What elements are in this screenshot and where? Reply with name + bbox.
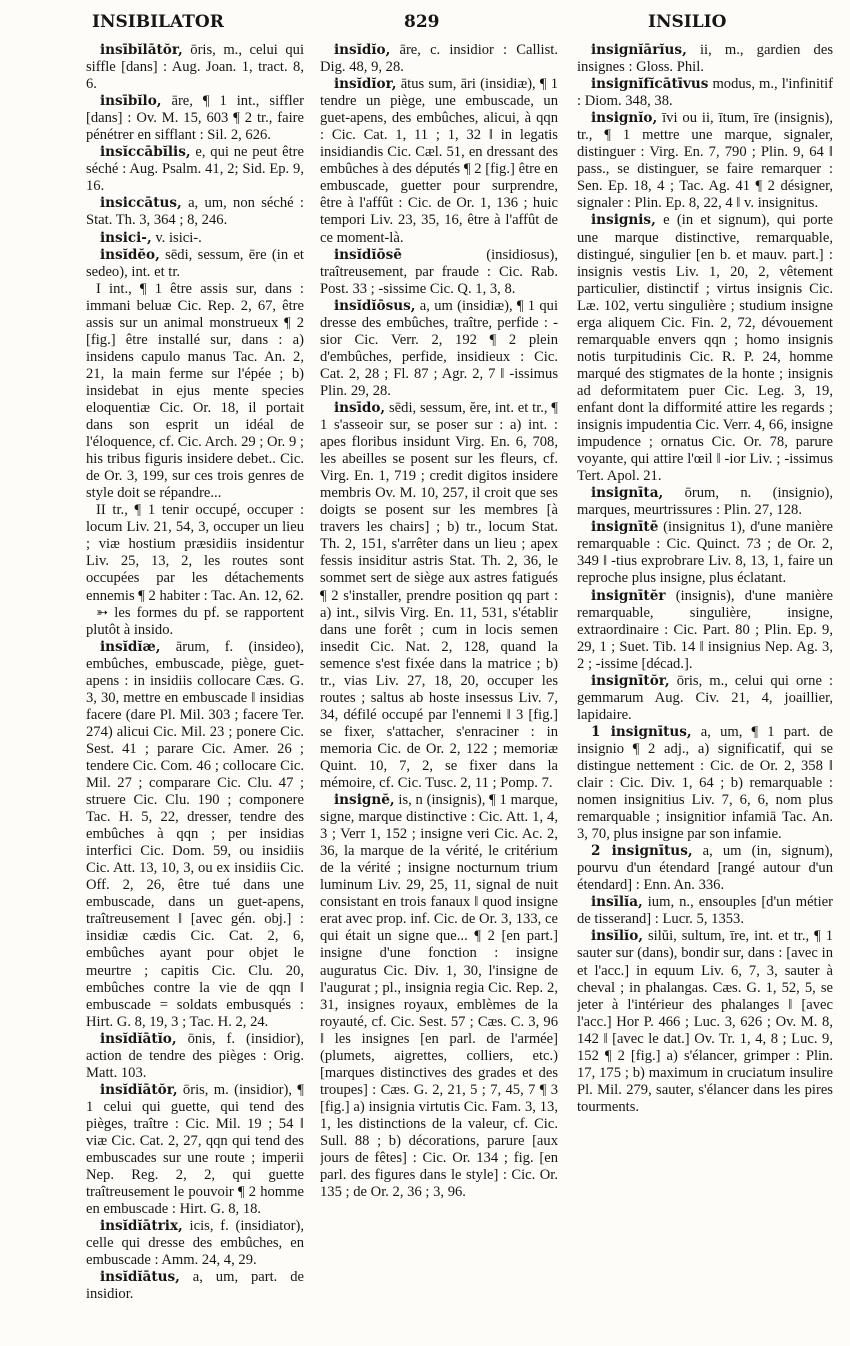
running-head-right: INSILIO [648, 12, 727, 32]
entry-definition: a, um (insidiæ), ¶ 1 qui dresse des embûches, traître, perfide : -sior Cic. Verr. 2, 192 ¶ 2 plein d'embûches, perfide, insidieux : Cic. Cat. 2, 28 ; Fl. 87 ; Agr. 2, 7 ‖ -issimus Plin. 29, 28. [320, 297, 558, 399]
dictionary-entry [86, 93, 304, 144]
dictionary-entry [86, 281, 304, 503]
entry-headword: insībĭlo, [100, 93, 162, 110]
dictionary-entry [86, 42, 304, 93]
entry-headword: insĭdĭōsus, [334, 297, 416, 314]
dictionary-entry [86, 639, 304, 1031]
entry-headword: insĭdĭo, [334, 42, 391, 58]
entry-headword: insĭccābĭlis, [100, 144, 191, 161]
entry-headword: insĭdĭæ, [100, 638, 161, 655]
entry-definition: e (in et signum), qui porte une marque distinctive, remarquable, distingué, singulier [en b. et mauv. part.] : insignis vestis Liv. 1, 20, 2, vêtement particulier, distinctif ; virtus insignis Cic. Læ. 102, vertu singulière ; studium insigne erga aliquem Cic. Fin. 2, 72, dévouement remarquable envers qqn ; homo insignis notis turpitudinis Cic. R. P. 24, homme marqué des stigmates de la honte ; insignis ad deformitatem puer Cic. Leg. 3, 19, enfant dont la difformité attire les regards ; insignis impudentia Cic. Verr. 4, 66, insigne impudence ; ornatus Cic. Or. 78, parure voyante, qui attire l'œil ‖ -ior Liv. ; -issimus Tert. Apol. 21. [577, 212, 833, 485]
page-number: 829 [404, 12, 440, 32]
dictionary-entry [577, 673, 833, 724]
entry-headword: insĭdĭātrix, [100, 1218, 183, 1235]
entry-definition: is, n (insignis), ¶ 1 marque, signe, marque distinctive : Cic. Att. 1, 4, 3 ; Verr 1, 152 ; insigne veri Cic. Ac. 2, 36, la marque de la vérité, le critérium de la vérité ; insigne nocturnum trium luminum Liv. 29, 25, 11, signal de nuit consistant en trois fanaux ‖ quod insigne erat avec prop. inf. Cic. de Or. 3, 133, ce qui était un signe que... ¶ 2 [en part.] insigne d'une fonction : insigne auguratus Cic. Div. 1, 30, l'insigne de l'augurat ; pl., insignia regia Cic. Rep. 2, 31, insignes royaux, emblèmes de la royauté, cf. Cic. Sest. 57 ; Cæs. C. 3, 96 ‖ les insignes [en parl. de l'armée] (plumets, aigrettes, colliers, etc.) [marques distinctives des grades et des troupes] : Cæs. G. 2, 21, 5 ; 7, 45, 7 ¶ 3 [fig.] a) insignia virtutis Cic. Fam. 3, 13, 1, les distinctions de la valeur, cf. Cic. Sull. 88 ; b) décorations, parure [aux jours de fêtes] : Cic. Or. 134 ; fig. [en parl. des figures dans le style] : Cic. Or. 135 ; de Or. 2, 36 ; 3, 96. [320, 792, 558, 1201]
entry-headword: insignītĕr [591, 587, 666, 604]
entry-definition: silŭi, sultum, īre, int. et tr., ¶ 1 sauter sur (dans), bondir sur, dans : [avec in et l'acc.] in equum Liv. 6, 7, 3, sauter à cheval ; in phalangas. Cæs. G. 1, 52, 5, se jeter à l'intérieur des phalanges ‖ [avec l'acc.] Hor P. 466 ; Luc. 3, 626 ; Ov. M. 8, 142 ‖ [avec le dat.] Ov. Tr. 1, 4, 8 ; Luc. 9, 152 ¶ 2 [fig.] a) s'élancer, grimper : Plin. 17, 175 ; b) maximum in cruciatum insulire Pl. Mil. 279, sauter, s'élancer dans les pires tourments. [577, 928, 833, 1115]
entry-headword: insiccātus, [100, 195, 182, 212]
entry-definition: v. isici-. [151, 229, 202, 246]
entry-headword: 1 insignītus, [591, 723, 692, 740]
page-header [0, 8, 850, 38]
entry-headword: insībĭlātŏr, [100, 42, 183, 58]
entry-definition: modus, m., l'infinitif : Diom. 348, 38. [577, 76, 833, 110]
dictionary-entry [320, 42, 558, 76]
entry-definition: II tr., ¶ 1 tenir occupé, occuper : locum Liv. 21, 54, 3, occuper un lieu ; viæ hostium præsidiis insidentur Liv. 25, 13, 2, les routes sont occupées par les détachements ennemis ¶ 2 habiter : Tac. An. 12, 62. [86, 502, 304, 604]
dictionary-entry [86, 1269, 304, 1303]
column-1 [86, 42, 304, 1338]
entry-headword: insici-, [100, 229, 152, 246]
entry-headword: insignĭo, [591, 110, 658, 127]
entry-definition: āre, ¶ 1 int., siffler [dans] : Ov. M. 15, 603 ¶ 2 tr., faire pénétrer en sifflant : Sil. 2, 626. [86, 93, 304, 144]
dictionary-entry [577, 724, 833, 843]
entry-headword: insĭdĕo, [100, 246, 160, 263]
entry-headword: insignis, [591, 212, 656, 229]
dictionary-entry [320, 298, 558, 400]
entry-headword: insignĭārĭus, [591, 42, 687, 58]
dictionary-entry [86, 247, 304, 281]
entry-definition: ōnis, f. (insidior), action de tendre des pièges : Orig. Matt. 103. [86, 1030, 304, 1081]
entry-headword: insignĭfĭcātīvus [591, 76, 709, 93]
entry-definition: ium, n., ensouples [d'un métier de tisserand] : Lucr. 5, 1353. [577, 894, 833, 928]
entry-definition: a, um (in, signum), pourvu d'un étendard [rangé autour d'un étendard] : Enn. An. 336. [577, 843, 833, 894]
running-head-left: INSIBILATOR [92, 12, 224, 32]
entry-definition: ➳ les formes du pf. se rapportent plutôt à insido. [86, 604, 304, 638]
entry-headword: insĭlĭo, [591, 928, 643, 945]
dictionary-entry [320, 76, 558, 246]
entry-definition: a, um, part. de insidior. [86, 1269, 304, 1303]
dictionary-entry [86, 195, 304, 229]
column-3 [577, 42, 833, 1338]
dictionary-entry [86, 144, 304, 195]
entry-definition: (insidiosus), traîtreusement, par fraude : Cic. Rab. Post. 33 ; -sissime Cic. Q. 1, 3, 8. [320, 246, 558, 297]
entry-headword: insĭdĭātus, [100, 1269, 180, 1286]
entry-definition: ārum, f. (insideo), embûches, embuscade, piège, guet-apens : in insidiis collocare Cæs. G. 3, 30, mettre en embuscade ‖ insidias facere (dare Pl. Mil. 303 ; facere Ter. 274) alicui Cic. Mil. 23 ; ponere Cic. Sest. 41 ; parare Cic. Amer. 26 ; tendere Cic. Com. 46 ; collocare Cic. Mil. 27 ; comparare Cic. Clu. 47 ; struere Cic. Clu. 190 ; componere Tac. H. 5, 22, dresser, tendre des embûches à qqn ; per insidias interfici Cic. Dom. 59, ou insidiis Cic. Att. 13, 10, 3, ou ex insidiis Cic. Off. 2, 26, être tué dans une embuscade, dans un guet-apens, traîtreusement ‖ [avec gén. obj.] : insidiæ cædis Cic. Cat. 2, 6, embûches ayant pour objet le meurtre ; capitis Cic. Clu. 20, embûches contre la vie de qqn ‖ embuscade = soldats embusqués : Hirt. G. 8, 19, 3 ; Tac. H. 2, 24. [86, 638, 304, 1030]
entry-headword: insignĕ, [334, 792, 395, 809]
dictionary-entry [320, 792, 558, 1201]
entry-definition: sēdi, sessum, ĕre, int. et tr., ¶ 1 s'asseoir sur, se poser sur : a) int. : apes floribus insidunt Virg. En. 6, 708, les abeilles se posent sur les fleurs, cf. Virg. En. 1, 719 ; credit digitos insidere membris Ov. M. 10, 257, il croit que ses doigts se posent sur les membres [à travers les chairs] ; b) tr., locum Stat. Th. 2, 151, s'arrêter dans un lieu ; apex fessis insiditur astris Stat. Th. 2, 36, le sommet sert de siège aux astres fatigués ¶ 2 s'installer, prendre position qq part : a) int., silvis Virg. En. 11, 531, s'établir dans une forêt ; cum in locis semen insedit Cic. Nat. 2, 128, quand la semence s'est fixée dans la matrice ; b) tr., vias Liv. 27, 18, 20, occuper les routes ; saltus ab hoste insessus Liv. 7, 34, défilé occupé par l'ennemi ‖ 3 [fig.] se fixer, s'attacher, s'enraciner : in memoria Cic. de Or. 2, 122 ; memoriæ Quint. 10, 7, 2, se fixer dans la mémoire, cf. Cic. Tusc. 2, 11 ; Pomp. 7. [320, 399, 558, 792]
entry-headword: insignītē [591, 519, 659, 536]
entry-headword: insīlĭa, [591, 894, 643, 911]
entry-headword: insīdo, [334, 399, 386, 416]
entry-headword: 2 insignītus, [591, 843, 693, 860]
dictionary-entry [577, 212, 833, 485]
entry-definition: sēdi, sessum, ēre (in et sedeo), int. et tr. [86, 246, 304, 280]
entry-definition: ōris, m., celui qui orne : gemmarum Aug. Civ. 21, 4, joaillier, lapidaire. [577, 672, 833, 723]
dictionary-entry [577, 519, 833, 587]
column-2 [320, 42, 558, 1338]
entry-definition: īvi ou ii, ītum, īre (insignis), tr., ¶ 1 mettre une marque, signaler, distinguer : Virg. En. 7, 790 ; Plin. 9, 64 ‖ pass., se distinguer, se faire remarquer : Sen. Ep. 18, 4 ; Tac. Ag. 41 ¶ 2 désigner, signaler : Plin. Ep. 8, 22, 4 ‖ v. insignitus. [577, 110, 833, 212]
entry-definition: ōris, m. (insidior), ¶ 1 celui qui guette, qui tend des pièges, traître : Cic. Mil. 19 ; 54 ‖ viæ Cic. Cat. 2, 27, qqn qui tend des embuscades sur une route ; imperii Nep. Reg. 2, 2, qui guette traîtreusement le pouvoir ¶ 2 homme en embuscade : Hirt. G. 8, 18. [86, 1081, 304, 1218]
entry-headword: insignītŏr, [591, 672, 670, 689]
dictionary-entry [86, 502, 304, 604]
entry-headword: insignīta, [591, 485, 664, 502]
entry-headword: insĭdĭor, [334, 76, 397, 93]
entry-definition: ōris, m., celui qui siffle [dans] : Aug. Joan. 1, tract. 8, 6. [86, 42, 304, 93]
entry-definition: ōrum, n. (insignio), marques, meurtrissures : Plin. 27, 128. [577, 485, 833, 519]
entry-definition: e, qui ne peut être séché : Aug. Psalm. 41, 2; Sid. Ep. 9, 16. [86, 144, 304, 195]
dictionary-entry [320, 400, 558, 792]
entry-definition: ātus sum, āri (insidiæ), ¶ 1 tendre un piège, une embuscade, un guet-apens, des embûches, alicui, à qqn : Cic. Cat. 1, 11 ; 1, 32 ‖ in legatis insidiandis Cic. Cæl. 51, en dressant des embûches à des députés ¶ 2 [fig.] être en embuscade, guetter pour surprendre, être à l'affût : Cic. de Or. 1, 136 ; huic tempori Liv. 23, 35, 16, être à l'affût de ce moment-là. [320, 76, 558, 246]
entry-definition: icis, f. (insidiator), celle qui dresse des embûches, en embuscade : Amm. 24, 4, 29. [86, 1218, 304, 1269]
dictionary-entry [86, 230, 304, 247]
entry-definition: I int., ¶ 1 être assis sur, dans : immani beluæ Cic. Rep. 2, 67, être assis sur un animal monstrueux ¶ 2 [fig.] être installé sur, dans : a) insidens capulo manus Tac. An. 2, 21, la main ferme sur l'épée ; b) insidebat in ejus mente species eloquentiæ Cic. Or. 18, il portait dans son esprit un idéal de l'éloquence, cf. Cic. Arch. 29 ; Or. 9 ; his tribus figuris insidere debet.. Cic. de Or. 3, 199, sur ces trois genres de style doit se répandre... [86, 280, 304, 502]
dictionary-entry [577, 588, 833, 673]
dictionary-entry [577, 110, 833, 212]
entry-definition: (insignitus 1), d'une manière remarquable : Cic. Quinct. 73 ; de Or. 2, 349 ‖ -tius exprobrare Liv. 8, 13, 1, faire un reproche plus insigne, plus éclatant. [577, 519, 833, 587]
entry-definition: āre, c. insidior : Callist. Dig. 48, 9, 28. [320, 42, 558, 76]
entry-definition: ii, m., gardien des insignes : Gloss. Phil. [577, 42, 833, 76]
entry-headword: insĭdĭātŏr, [100, 1081, 178, 1098]
dictionary-entry [577, 843, 833, 894]
dictionary-entry [86, 1082, 304, 1218]
entry-definition: a, um, ¶ 1 part. de insignio ¶ 2 adj., a) significatif, qui se distingue nettement : Cic. de Or. 2, 358 ‖ clair : Cic. Div. 1, 64 ; b) remarquable : nomen insignitius Liv. 7, 6, 6, nom plus remarquable ; insignitior infamiā Tac. An. 3, 70, plus insigne par son infamie. [577, 723, 833, 843]
entry-headword: insĭdĭātĭo, [100, 1030, 177, 1047]
dictionary-entry [577, 76, 833, 110]
dictionary-entry [86, 1031, 304, 1082]
dictionary-entry [320, 247, 558, 298]
dictionary-entry [577, 894, 833, 928]
dictionary-entry [86, 605, 304, 639]
entry-headword: insĭdĭōsē [334, 246, 402, 263]
dictionary-entry [577, 485, 833, 519]
entry-definition: (insignis), d'une manière remarquable, singulière, insigne, extraordinaire : Cic. Part. 80 ; Plin. Ep. 9, 29, 1 ; Suet. Tib. 14 ‖ insignius Nep. Ag. 3, 2 ; -issime [décad.]. [577, 587, 833, 672]
dictionary-entry [577, 42, 833, 76]
dictionary-entry [577, 928, 833, 1116]
dictionary-entry [86, 1218, 304, 1269]
entry-definition: a, um, non séché : Stat. Th. 3, 364 ; 8, 246. [86, 195, 304, 229]
